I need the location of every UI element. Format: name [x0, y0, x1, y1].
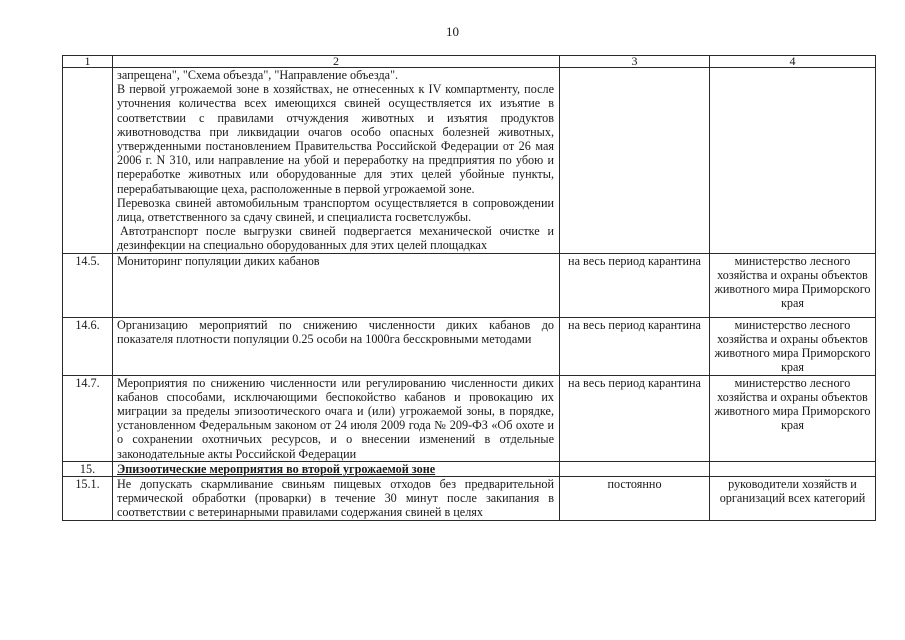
- table-row: [63, 253, 876, 317]
- section-title: Эпизоотические мероприятия во второй угрожаемой зоне: [113, 461, 560, 476]
- row-number: 15.1.: [63, 477, 113, 521]
- measures-table: [62, 55, 876, 521]
- paragraph: Перевозка свиней автомобильным транспортом осуществляется в сопровождении лица, ответственного за сдачу свиней, и специалиста госветслужбы.: [117, 195, 554, 225]
- row-number: 14.7.: [63, 375, 113, 461]
- table-row-section: [63, 461, 876, 476]
- row-number: 14.6.: [63, 317, 113, 375]
- row-description: Организацию мероприятий по снижению численности диких кабанов до показателя плотности популяции 0.25 особи на 1000га бесскровными методами: [113, 317, 560, 375]
- row-number: 14.5.: [63, 253, 113, 317]
- row-period: [560, 461, 710, 476]
- table-row: [63, 375, 876, 461]
- row-period: на весь период карантина: [560, 375, 710, 461]
- header-cell-4: 4: [710, 56, 876, 68]
- header-cell-3: 3: [560, 56, 710, 68]
- row-period: на весь период карантина: [560, 253, 710, 317]
- row-responsible: [710, 461, 876, 476]
- row-period: на весь период карантина: [560, 317, 710, 375]
- row-description: Мониторинг популяции диких кабанов: [113, 253, 560, 317]
- paragraph: запрещена", "Схема объезда", "Направление объезда".: [117, 68, 399, 82]
- row-number: 15.: [63, 461, 113, 476]
- page-number: 10: [446, 24, 459, 39]
- header-cell-2: 2: [113, 56, 560, 68]
- row-description: [113, 68, 560, 254]
- row-period: [560, 68, 710, 254]
- row-responsible: руководители хозяйств и организаций всех категорий: [710, 477, 876, 521]
- table-header-row: [63, 56, 876, 68]
- row-number: [63, 68, 113, 254]
- table-row: [63, 317, 876, 375]
- row-description: Не допускать скармливание свиньям пищевых отходов без предварительной термической обработки (проварки) в течение 30 минут после закипания в соответствии с ветеринарными правилами содержания свиней в целях: [113, 477, 560, 521]
- row-description: Мероприятия по снижению численности или регулированию численности диких кабанов способами, исключающими беспокойство кабанов и провокацию их миграции за пределы эпизоотического очага и (или) угрожаемой зоны, в порядке, установленном Федеральным законом от 24 июля 2009 года № 209-ФЗ «Об охоте и о сохранении охотничьих ресурсов, и о внесении изменений в отдельные законодательные акты Российской Федерации: [113, 375, 560, 461]
- table-row: [63, 68, 876, 254]
- paragraph: Автотранспорт после выгрузки свиней подвергается механической очистке и дезинфекции на специально оборудованных для этих целей площадках: [117, 224, 554, 253]
- row-responsible: министерство лесного хозяйства и охраны объектов животного мира Приморского края: [710, 375, 876, 461]
- row-responsible: [710, 68, 876, 254]
- header-cell-1: 1: [63, 56, 113, 68]
- paragraph: В первой угрожаемой зоне в хозяйствах, не отнесенных к IV компартменту, после уточнения количества всех имеющихся свиней осуществляется их изъятие в соответствии с правилами отчуждения животных и изъятия продуктов животноводства при ликвидации очагов особо опасных болезней животных, утвержденными постановлением Правительства Российской Федерации от 26 мая 2006 г. N 310, или направление на убой и переработку на предприятия по убою и переработке животных или оборудованные для этих целей убойные пункты, перерабатывающие цеха, расположенные в первой угрожаемой зоне.: [117, 82, 554, 196]
- table-row: [63, 477, 876, 521]
- row-period: постоянно: [560, 477, 710, 521]
- row-responsible: министерство лесного хозяйства и охраны объектов животного мира Приморского края: [710, 253, 876, 317]
- row-responsible: министерство лесного хозяйства и охраны объектов животного мира Приморского края: [710, 317, 876, 375]
